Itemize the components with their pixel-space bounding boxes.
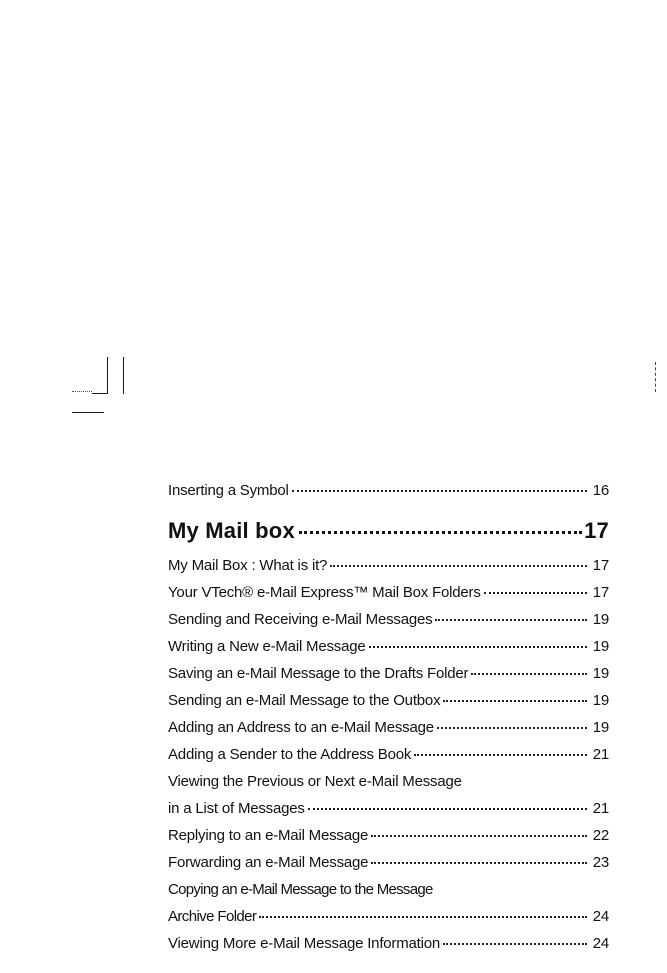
toc-leader-dots xyxy=(330,565,587,567)
toc-leader-dots xyxy=(437,727,587,729)
toc-entry-page: 23 xyxy=(592,854,609,871)
toc-entry xyxy=(168,795,609,822)
toc-entry-page: 22 xyxy=(592,827,609,844)
toc-entry-page: 24 xyxy=(592,908,609,925)
toc-entry xyxy=(168,633,609,660)
toc-entry xyxy=(168,822,609,849)
toc-entry-page: 17 xyxy=(592,584,609,601)
toc-entry-page: 19 xyxy=(592,638,609,655)
toc-leader-dots xyxy=(259,916,587,918)
toc-leader-dots xyxy=(308,808,587,810)
toc-entry-label: Replying to an e-Mail Message xyxy=(168,827,369,844)
toc-leader-dots xyxy=(484,592,587,594)
toc-entry-page: 19 xyxy=(592,611,609,628)
toc-entry-page: 16 xyxy=(592,482,609,499)
toc-entry-label: Adding an Address to an e-Mail Message xyxy=(168,719,434,736)
toc-leader-dots xyxy=(371,835,587,837)
toc-section-heading xyxy=(168,516,609,546)
crop-mark xyxy=(655,362,656,392)
toc-entry-label: Writing a New e-Mail Message xyxy=(168,638,366,655)
toc-entry xyxy=(168,579,609,606)
toc-entry-page: 21 xyxy=(592,746,609,763)
crop-mark xyxy=(107,357,108,394)
toc-entry xyxy=(168,687,609,714)
toc-entry xyxy=(168,903,609,930)
toc-leader-dots xyxy=(299,531,582,534)
toc-leader-dots xyxy=(443,700,587,702)
toc-entry-page: 17 xyxy=(592,557,609,574)
toc-entry-label: Archive Folder xyxy=(168,908,257,925)
crop-mark xyxy=(72,391,92,392)
toc-entry-continued xyxy=(168,768,609,795)
toc-entry-label: Copying an e-Mail Message to the Message xyxy=(168,881,433,898)
crop-mark xyxy=(92,393,108,394)
toc-entry-page: 19 xyxy=(592,665,609,682)
toc-entry xyxy=(168,930,609,957)
toc-entry-continued xyxy=(168,876,609,903)
toc-entry-label: My Mail Box : What is it? xyxy=(168,557,328,574)
crop-mark xyxy=(123,357,124,394)
toc-leader-dots xyxy=(292,490,587,492)
toc-section-page: 17 xyxy=(584,518,609,543)
toc-entry xyxy=(168,606,609,633)
toc-entry-label: Sending an e-Mail Message to the Outbox xyxy=(168,692,441,709)
table-of-contents xyxy=(168,478,609,957)
toc-entry-page: 24 xyxy=(592,935,609,952)
toc-entry-label: Your VTech® e-Mail Express™ Mail Box Folders xyxy=(168,584,481,601)
toc-entry-page: 19 xyxy=(592,719,609,736)
toc-entry xyxy=(168,660,609,687)
toc-leader-dots xyxy=(371,862,587,864)
toc-entry-label: in a List of Messages xyxy=(168,800,305,817)
toc-leader-dots xyxy=(443,943,587,945)
toc-entry xyxy=(168,714,609,741)
toc-leader-dots xyxy=(414,754,587,756)
toc-entry-label: Saving an e-Mail Message to the Drafts Folder xyxy=(168,665,469,682)
toc-entry xyxy=(168,552,609,579)
toc-leader-dots xyxy=(435,619,587,621)
toc-leader-dots xyxy=(369,646,587,648)
toc-entry-label: Viewing the Previous or Next e-Mail Message xyxy=(168,773,462,790)
toc-entry-label: Adding a Sender to the Address Book xyxy=(168,746,412,763)
toc-leader-dots xyxy=(471,673,587,675)
toc-entry xyxy=(168,741,609,768)
toc-entry-label: Sending and Receiving e-Mail Messages xyxy=(168,611,433,628)
crop-mark xyxy=(72,412,104,413)
toc-entry-label: Forwarding an e-Mail Message xyxy=(168,854,369,871)
toc-entry xyxy=(168,849,609,876)
toc-entry-label: Viewing More e-Mail Message Information xyxy=(168,935,441,952)
toc-entry-page: 19 xyxy=(592,692,609,709)
toc-section-label: My Mail box xyxy=(168,518,295,543)
toc-entry-label: Inserting a Symbol xyxy=(168,482,289,499)
toc-entry xyxy=(168,478,609,504)
toc-entry-page: 21 xyxy=(592,800,609,817)
